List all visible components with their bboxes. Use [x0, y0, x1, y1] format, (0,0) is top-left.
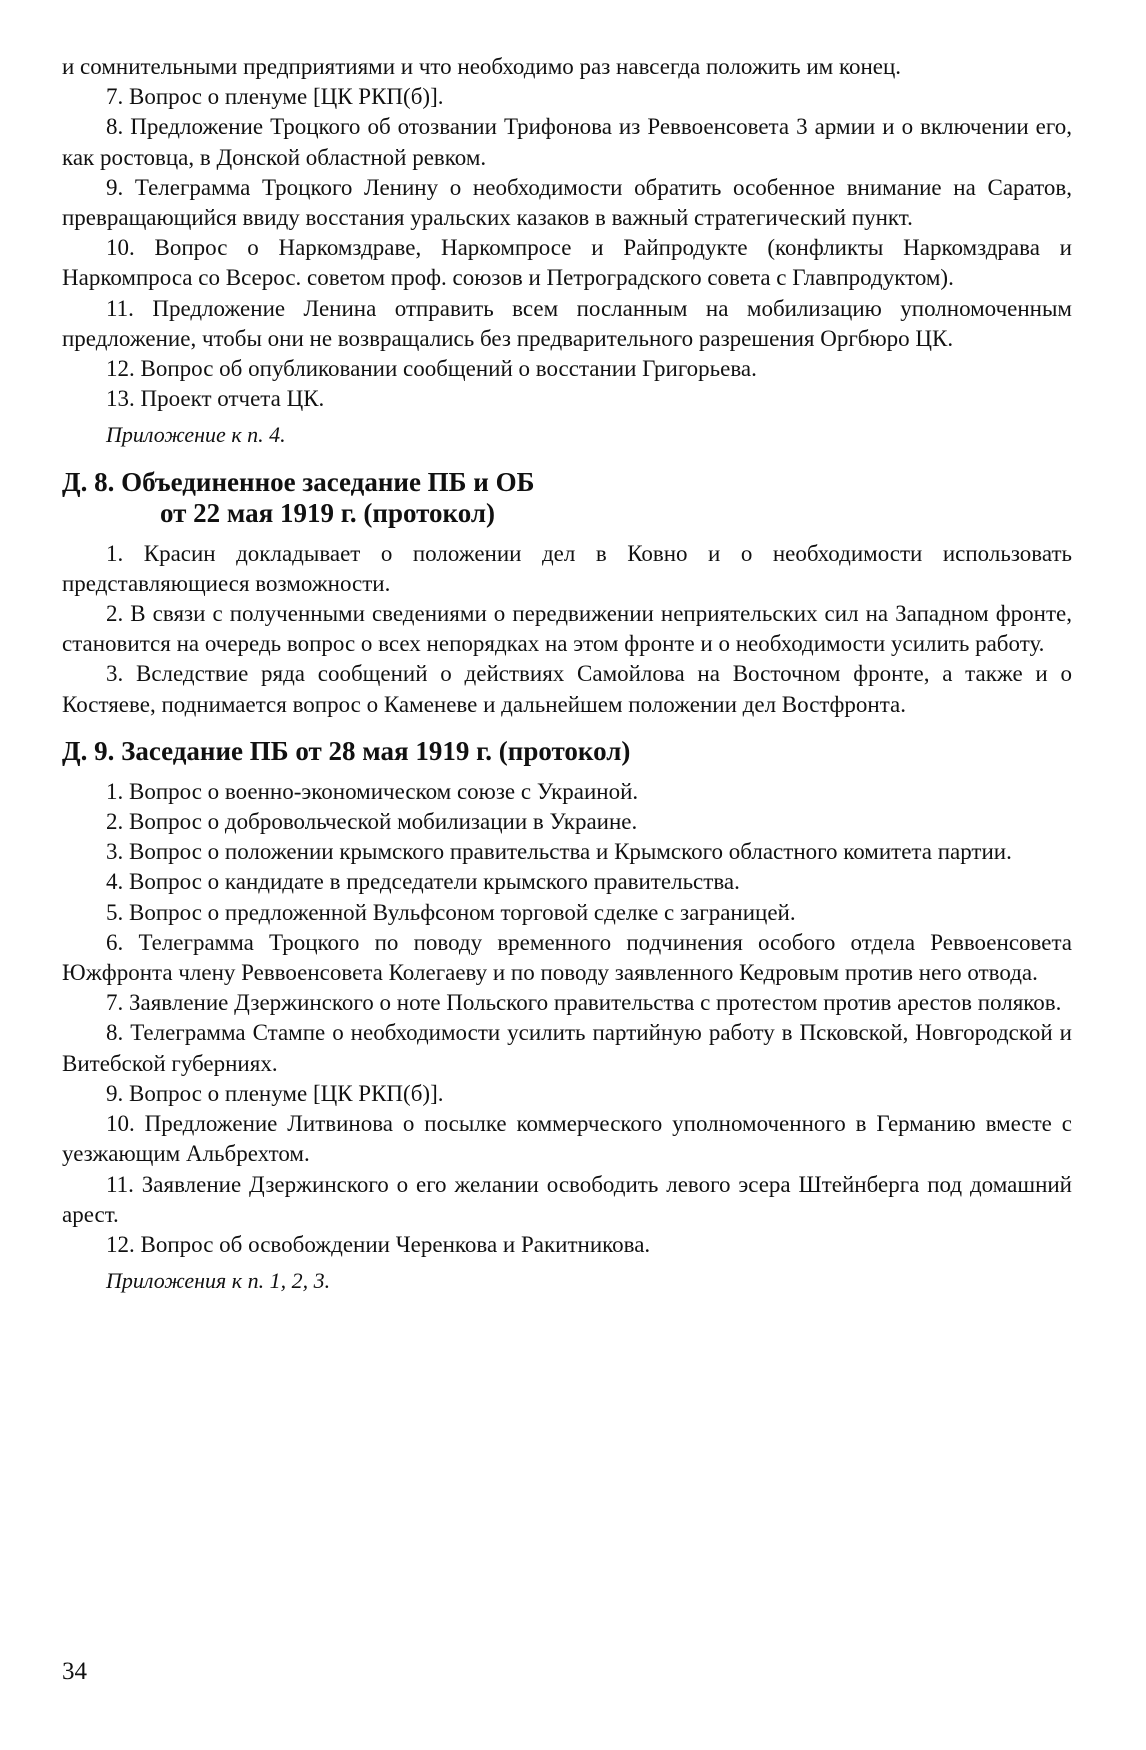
d9-item-2: 2. Вопрос о добровольческой мобилизации в Украине. — [106, 809, 638, 835]
d9-item-6: 6. Телеграмма Троцкого по поводу временного подчинения особого отдела Реввоенсовета Южфронта члену Реввоенсовета Колегаеву и по поводу заявленного Кедровым против него отвода. — [62, 929, 1072, 986]
d9-item-9: 9. Вопрос о пленуме [ЦК РКП(б)]. — [106, 1080, 444, 1106]
continued-paragraph: и сомнительными предприятиями и что необходимо раз навсегда положить им конец. — [62, 54, 902, 79]
page-number: 34 — [62, 1658, 87, 1685]
d9-item-7: 7. Заявление Дзержинского о ноте Польского правительства с протестом против арестов поляков. — [106, 990, 1062, 1016]
section-heading-d9: Д. 9. Заседание ПБ от 28 мая 1919 г. (протокол) — [62, 735, 631, 766]
d9-item-5: 5. Вопрос о предложенной Вульфсоном торговой сделке с заграницей. — [106, 899, 796, 925]
agenda-item-7: 7. Вопрос о пленуме [ЦК РКП(б)]. — [106, 84, 444, 110]
agenda-item-10: 10. Вопрос о Наркомздраве, Наркомпросе и Райпродукте (конфликты Наркомздрава и Наркомпроса со Всерос. советом проф. союзов и Петроградского совета с Главпродуктом). — [62, 235, 1072, 291]
appendix-note-d9: Приложения к п. 1, 2, 3. — [106, 1268, 331, 1294]
document-page — [62, 52, 1072, 1312]
d9-item-10: 10. Предложение Литвинова о посылке коммерческого уполномоченного в Германию вместе с уезжающим Альбрехтом. — [62, 1111, 1072, 1167]
d8-item-3: 3. Вследствие ряда сообщений о действиях Самойлова на Восточном фронте, а также и о Костяеве, поднимается вопрос о Каменеве и дальнейшем положении дел Востфронта. — [62, 661, 1072, 717]
d9-item-12: 12. Вопрос об освобождении Черенкова и Ракитникова. — [106, 1231, 651, 1257]
agenda-item-9: 9. Телеграмма Троцкого Ленину о необходимости обратить особенное внимание на Саратов, превращающийся ввиду восстания уральских казаков в важный стратегический пункт. — [62, 174, 1072, 231]
d9-item-3: 3. Вопрос о положении крымского правительства и Крымского областного комитета партии. — [106, 839, 1012, 865]
d9-item-4: 4. Вопрос о кандидате в председатели крымского правительства. — [106, 869, 740, 895]
agenda-item-11: 11. Предложение Ленина отправить всем посланным на мобилизацию уполномоченным предложение, чтобы они не возвращались без предварительного разрешения Оргбюро ЦК. — [62, 295, 1072, 351]
section-heading-d8-line1: Д. 8. Объединенное заседание ПБ и ОБ — [62, 466, 535, 497]
agenda-item-8: 8. Предложение Троцкого об отозвании Трифонова из Реввоенсовета 3 армии и о включении его, как ростовца, в Донской областной ревком. — [62, 114, 1072, 170]
section-heading-d8-line2: от 22 мая 1919 г. (протокол) — [160, 497, 496, 528]
appendix-note: Приложение к п. 4. — [106, 422, 286, 448]
d9-item-11: 11. Заявление Дзержинского о его желании освободить левого эсера Штейнберга под домашний арест. — [62, 1171, 1072, 1227]
agenda-item-13: 13. Проект отчета ЦК. — [106, 386, 325, 412]
d9-item-1: 1. Вопрос о военно-экономическом союзе с Украиной. — [106, 778, 639, 804]
d9-item-8: 8. Телеграмма Стампе о необходимости усилить партийную работу в Псковской, Новгородской и Витебской губерниях. — [62, 1020, 1072, 1076]
d8-item-1: 1. Красин докладывает о положении дел в Ковно и о необходимости использовать представляющиеся возможности. — [62, 540, 1072, 596]
agenda-item-12: 12. Вопрос об опубликовании сообщений о восстании Григорьева. — [106, 356, 757, 382]
d8-item-2: 2. В связи с полученными сведениями о передвижении неприятельских сил на Западном фронте, становится на очередь вопрос о всех непорядках на этом фронте и о необходимости усилить работу. — [62, 601, 1072, 657]
section-heading-d8 — [62, 467, 1072, 529]
